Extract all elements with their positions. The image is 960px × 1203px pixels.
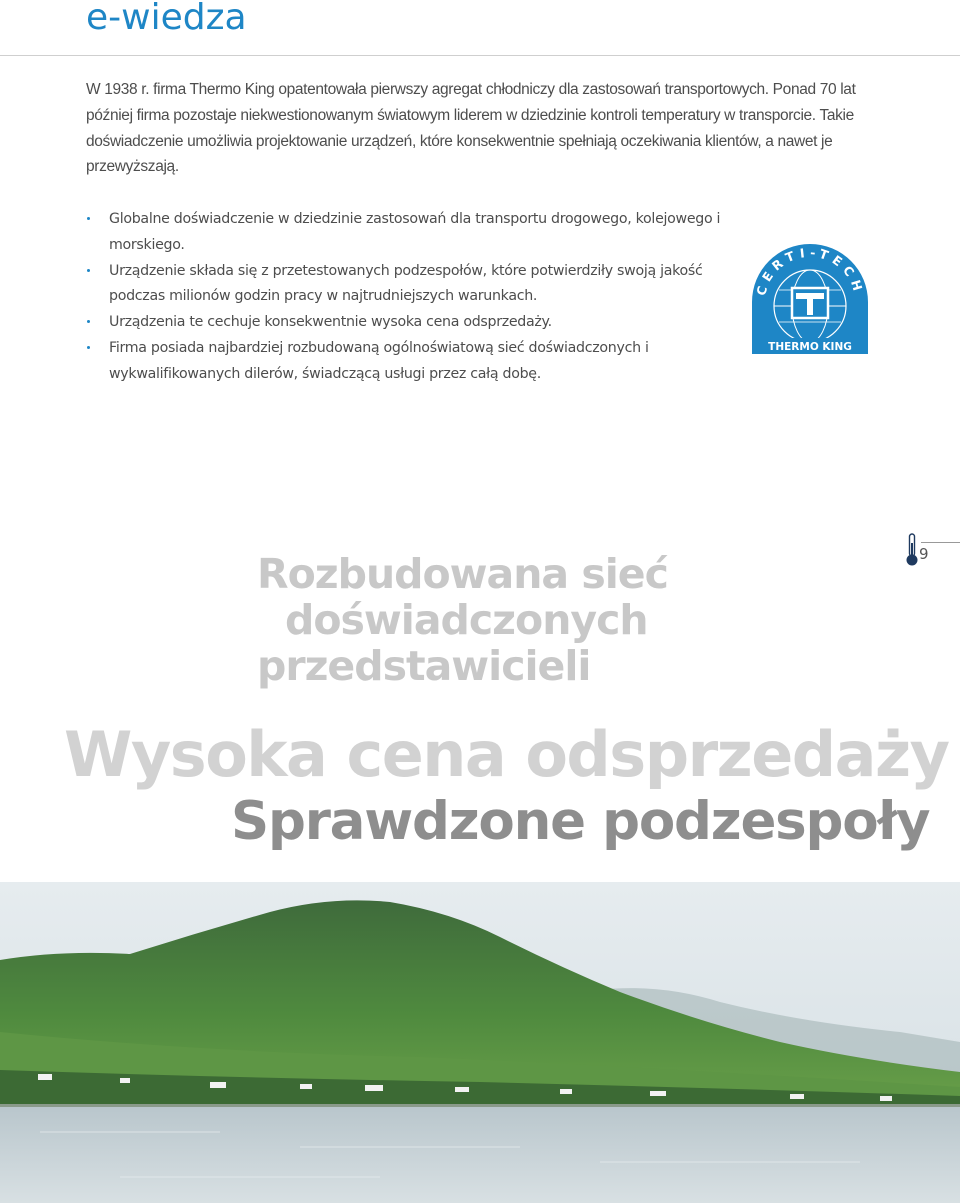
page-number: 9 <box>919 545 929 563</box>
headline-resale-value: Wysoka cena odsprzedaży <box>64 718 949 791</box>
bullet-icon <box>87 269 90 272</box>
bullet-icon <box>87 320 90 323</box>
headline-tested-components: Sprawdzone podzespoły <box>231 791 930 852</box>
logo-brand-text: THERMO KING <box>768 341 852 353</box>
feature-list <box>86 207 726 388</box>
headline-network-line-1: Rozbudowana sieć <box>257 550 668 598</box>
headline-network-line-3: przedstawicieli <box>257 642 591 690</box>
list-item <box>86 207 726 259</box>
list-item-text: Urządzenia te cechuje konsekwentnie wysoka cena odsprzedaży. <box>109 314 552 331</box>
bullet-icon <box>87 346 90 349</box>
list-item-text: Firma posiada najbardziej rozbudowaną ogólnoświatową sieć doświadczonych i wykwalifikowanych dilerów, świadczącą usługi przez całą dobę. <box>109 339 649 382</box>
list-item <box>86 336 726 388</box>
list-item-text: Globalne doświadczenie w dziedzinie zastosowań dla transportu drogowego, kolejowego i morskiego. <box>109 211 721 253</box>
list-item <box>86 259 726 311</box>
landscape-image <box>0 882 960 1203</box>
certi-tech-badge-icon <box>748 240 872 358</box>
certi-tech-logo <box>748 240 872 358</box>
list-item <box>86 310 726 336</box>
landscape-photo <box>0 882 960 1203</box>
page-header <box>0 0 960 56</box>
section-title: e-wiedza <box>86 0 247 38</box>
headline-network-line-2: doświadczonych <box>285 596 648 644</box>
headline-network <box>257 551 668 689</box>
list-item-text: Urządzenie składa się z przetestowanych podzespołów, które potwierdziły swoją jakość podczas milionów godzin pracy w najtrudniejszych warunkach. <box>109 262 703 305</box>
logo-arc-text: CERTI-TECH <box>753 244 867 298</box>
bullet-icon <box>87 217 90 220</box>
header-divider <box>0 55 960 56</box>
intro-paragraph: W 1938 r. firma Thermo King opatentowała pierwszy agregat chłodniczy dla zastosowań transportowych. Ponad 70 lat później firma pozostaje niekwestionowanym światowym liderem w dziedzinie kontroli temperatury w transporcie. Takie doświadczenie umożliwia projektowanie urządzeń, które konsekwentnie spełniają oczekiwania klientów, a nawet je przewyższają. <box>86 81 856 176</box>
page-number-divider <box>921 542 960 543</box>
